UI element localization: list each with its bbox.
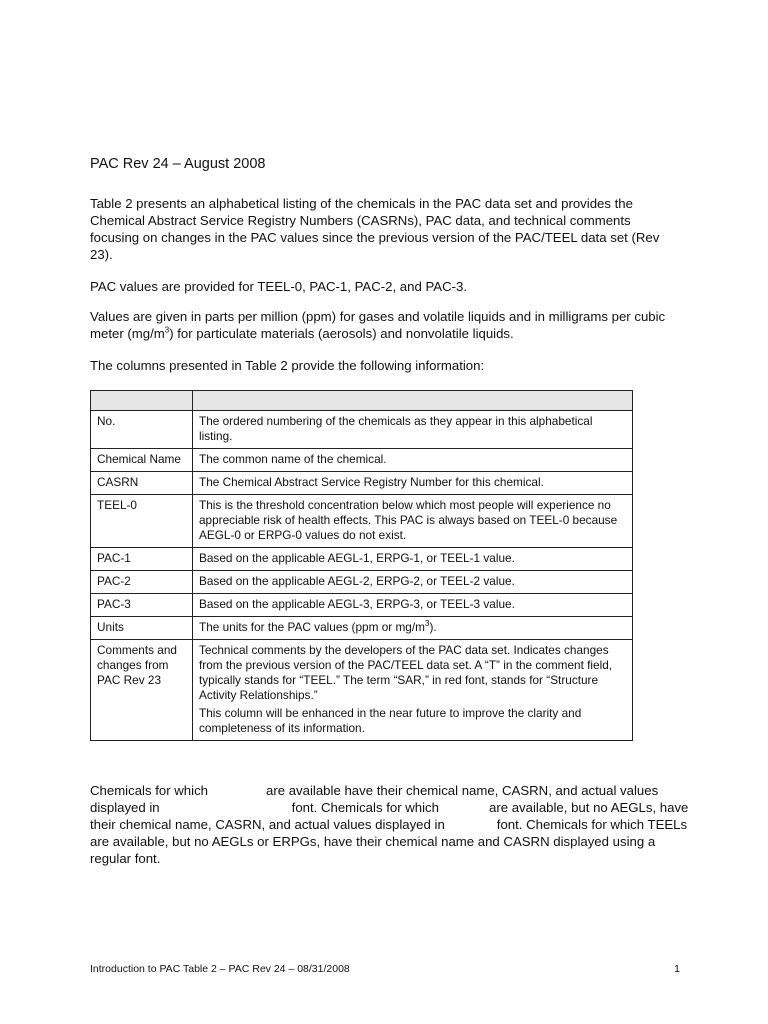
row-desc-cell: The ordered numbering of the chemicals as they appear in this alphabetical listing. [193,411,633,449]
comments-desc-note: This column will be enhanced in the near future to improve the clarity and completeness of its information. [199,706,582,735]
closing-text-4: are available, but no AEGLs, have their chemical name, CASRN, and actual values displayed in [90,800,689,832]
page-number: 1 [674,963,680,975]
page-footer [90,962,680,976]
row-name-cell: Units [91,617,193,640]
table-row [91,617,633,640]
table-row [91,472,633,495]
footer-title: Introduction to PAC Table 2 – PAC Rev 24 – 08/31/2008 [90,963,350,975]
row-desc-cell [193,640,633,741]
columns-info-table [90,390,633,741]
document-heading: PAC Rev 24 – August 2008 [90,156,266,172]
row-desc-cell: Based on the applicable AEGL-1, ERPG-1, or TEEL-1 value. [193,548,633,571]
row-name-cell: PAC-1 [91,548,193,571]
table-row [91,640,633,741]
table-header-row [91,391,633,411]
units-desc-text-b: ). [429,620,437,634]
table-row [91,548,633,571]
row-name-cell: PAC-3 [91,594,193,617]
closing-text-5: font. Chemicals for which TEELs are available, but no AEGLs or ERPGs, have their chemical name and CASRN displayed using a regular font. [90,817,688,866]
pac-values-paragraph: PAC values are provided for TEEL-0, PAC-1, PAC-2, and PAC-3. [90,279,467,294]
units-paragraph [90,308,680,342]
closing-text-1: Chemicals for which [90,783,208,798]
table-header-cell-2 [193,391,633,411]
units-superscript: 3 [164,325,170,335]
units-text-b: ) for particulate materials (aerosols) and nonvolatile liquids. [169,326,514,341]
row-name-cell: PAC-2 [91,571,193,594]
row-desc-cell: This is the threshold concentration below which most people will experience no appreciable risk of health effects. This PAC is always based on TEEL-0 because AEGL-0 or ERPG-0 values do not exist. [193,495,633,548]
units-desc-text-a: The units for the PAC values (ppm or mg/m [199,620,425,634]
row-name-cell: Chemical Name [91,449,193,472]
closing-text-2: are available have their chemical name, CASRN, and actual values displayed in [90,783,659,815]
table-header-cell-1 [91,391,193,411]
row-name-cell: No. [91,411,193,449]
row-name-cell: CASRN [91,472,193,495]
closing-text-3: font. Chemicals for which [291,800,439,815]
table-row [91,411,633,449]
row-desc-cell: The Chemical Abstract Service Registry Number for this chemical. [193,472,633,495]
units-text-a: Values are given in parts per million (ppm) for gases and volatile liquids and in milligrams per cubic meter (mg/m [90,309,666,341]
units-desc-superscript: 3 [424,619,430,629]
comments-desc-text: Technical comments by the developers of the PAC data set. Indicates changes from the previous version of the PAC/TEEL data set. A “T” in the comment field, typically stands for “TEEL.” The term “SAR,” in red font, stands for “Structure Activity Relationships.” [199,643,613,702]
row-desc-cell: Based on the applicable AEGL-2, ERPG-2, or TEEL-2 value. [193,571,633,594]
closing-paragraph [90,782,690,867]
table-row [91,495,633,548]
intro-paragraph: Table 2 presents an alphabetical listing of the chemicals in the PAC data set and provides the Chemical Abstract Service Registry Numbers (CASRNs), PAC data, and technical comments focusing on changes in the PAC values since the previous version of the PAC/TEEL data set (Rev 23). [90,196,660,262]
table-row [91,571,633,594]
row-name-cell: Comments and changes from PAC Rev 23 [91,640,193,741]
row-name-cell: TEEL-0 [91,495,193,548]
row-desc-cell: Based on the applicable AEGL-3, ERPG-3, or TEEL-3 value. [193,594,633,617]
table-row [91,449,633,472]
columns-intro-paragraph: The columns presented in Table 2 provide the following information: [90,358,485,373]
row-desc-cell: The common name of the chemical. [193,449,633,472]
table-row [91,594,633,617]
row-desc-cell [193,617,633,640]
